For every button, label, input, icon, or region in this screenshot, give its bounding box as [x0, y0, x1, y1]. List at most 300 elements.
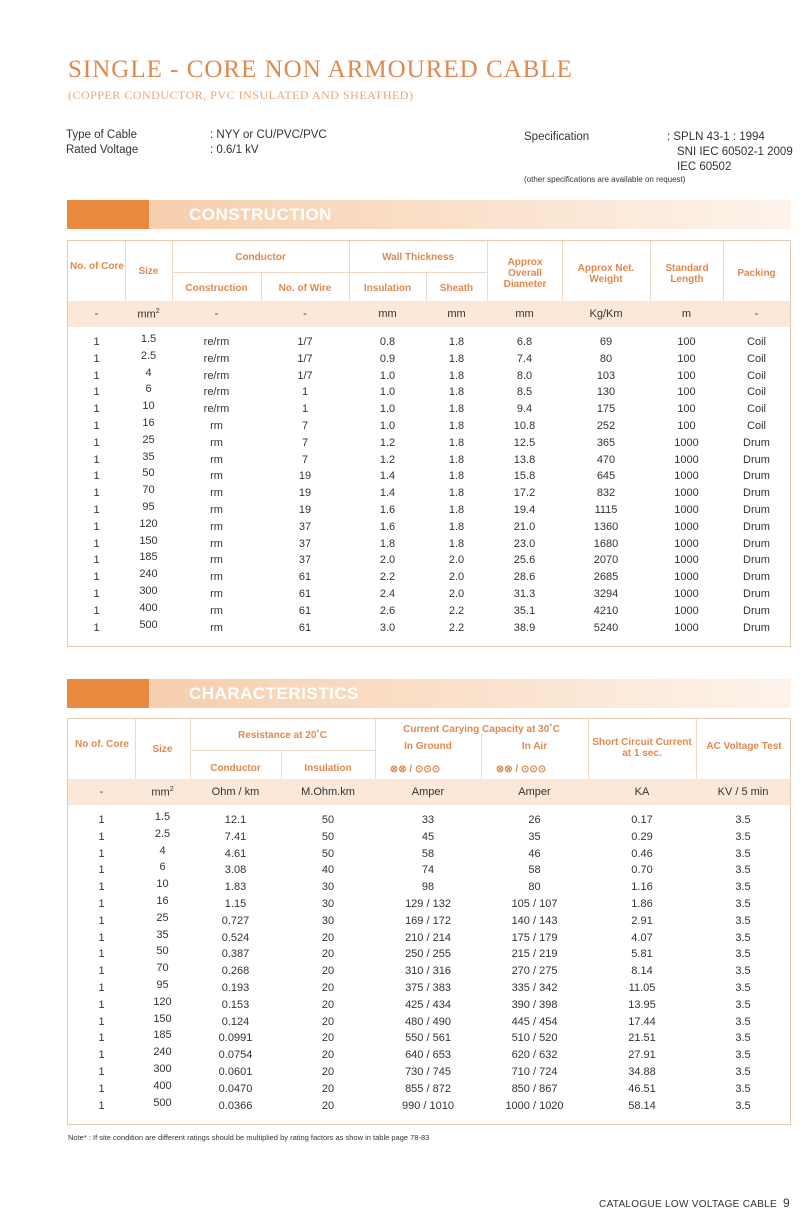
construction-cell: 365: [596, 436, 616, 449]
characteristics-cell: 1: [98, 965, 105, 978]
characteristics-cell: 1: [98, 931, 105, 944]
construction-cell: 5240: [593, 621, 619, 634]
construction-cell: 1000: [674, 604, 699, 617]
construction-cell: Coil: [747, 386, 766, 399]
construction-cell: 1.8: [379, 537, 396, 550]
construction-cell: Drum: [743, 520, 770, 533]
characteristics-cell: 17.44: [628, 1015, 656, 1028]
table-row: [68, 502, 790, 519]
header-ac-voltage: AC Voltage Test: [706, 741, 782, 752]
construction-unit-3: -: [303, 308, 307, 320]
construction-cell: 2.2: [448, 621, 465, 634]
characteristics-cell: 0.70: [631, 864, 653, 877]
characteristics-cell: 0.0366: [218, 1099, 253, 1112]
characteristics-cell: 3.5: [735, 1082, 751, 1095]
construction-cell: 35.1: [513, 604, 536, 617]
construction-cell: 19: [298, 487, 312, 500]
construction-cell: 1.6: [379, 520, 396, 533]
construction-cell: 69: [599, 336, 613, 348]
table-row: [68, 468, 790, 485]
footnote: Note* : If site condition are different ratings should be multiplied by rating factors as show in table page 78-83: [68, 1133, 430, 1142]
construction-cell: Coil: [747, 369, 766, 382]
characteristics-cell: 0.0470: [218, 1082, 253, 1095]
construction-cell: 1.0: [379, 403, 396, 416]
construction-cell: 1/7: [297, 369, 313, 382]
characteristics-cell: 390 / 398: [511, 998, 558, 1011]
characteristics-cell: 46: [528, 847, 541, 860]
construction-cell: 1000: [674, 436, 699, 449]
characteristics-cell: 20: [321, 1066, 335, 1078]
header-in-ground: In Ground: [404, 741, 452, 752]
construction-unit-1: $mm^2$: [137, 308, 160, 321]
construction-unit-9: -: [754, 308, 759, 320]
characteristics-cell: 1000 / 1020: [505, 1099, 564, 1112]
characteristics-cell: 98: [421, 881, 435, 894]
construction-cell: 1000: [674, 571, 699, 584]
characteristics-cell: 30: [321, 914, 335, 927]
characteristics-unit-0: -: [99, 786, 104, 798]
construction-cell: 1000: [674, 621, 699, 634]
characteristics-cell: 1: [98, 1049, 105, 1062]
characteristics-cell: 1: [98, 1015, 105, 1028]
construction-cell: 400: [139, 601, 158, 614]
construction-cell: 8.5: [516, 386, 533, 399]
table-row: [68, 552, 790, 569]
characteristics-cell: 95: [156, 979, 169, 991]
characteristics-cell: 46.51: [628, 1082, 656, 1095]
characteristics-cell: 20: [321, 948, 335, 961]
characteristics-cell: 1: [98, 1099, 105, 1112]
construction-cell: 10: [142, 400, 155, 413]
characteristics-cell: 3.5: [735, 814, 751, 826]
construction-cell: 1: [93, 554, 100, 567]
characteristics-cell: 1: [98, 982, 105, 994]
characteristics-cell: 3.5: [735, 847, 751, 860]
characteristics-cell: 3.5: [735, 1099, 751, 1112]
construction-cell: 1/7: [297, 336, 313, 348]
construction-cell: Drum: [743, 453, 770, 466]
construction-cell: 1.8: [448, 470, 465, 483]
construction-cell: 130: [596, 386, 616, 399]
construction-cell: 0.8: [379, 336, 396, 348]
construction-cell: 1: [301, 386, 309, 399]
characteristics-unit-3: M.Ohm.km: [301, 786, 355, 798]
construction-cell: Coil: [747, 420, 766, 432]
construction-cell: Coil: [747, 336, 766, 348]
construction-cell: 8.0: [516, 369, 533, 382]
construction-cell: 12.5: [513, 436, 536, 449]
characteristics-cell: 1: [98, 914, 105, 927]
characteristics-cell: 1: [98, 948, 105, 961]
characteristics-cell: 58: [528, 864, 541, 877]
construction-cell: 6.8: [516, 336, 533, 348]
characteristics-cell: 20: [321, 998, 335, 1011]
table-row: [68, 586, 790, 603]
header-no-wire: No. of Wire: [278, 283, 332, 294]
specification-note: (other specifications are available on request): [524, 175, 686, 184]
construction-cell: 1: [93, 436, 100, 449]
construction-unit-4: mm: [378, 308, 397, 320]
header-capacity: Current Carying Capacity at 30˚C: [403, 724, 560, 735]
construction-cell: Coil: [747, 403, 766, 416]
characteristics-cell: 1.16: [631, 881, 653, 894]
construction-cell: 13.8: [513, 453, 536, 466]
header-conductor: Conductor: [210, 763, 261, 774]
construction-cell: 15.8: [513, 470, 536, 483]
characteristics-cell: 270 / 275: [511, 965, 558, 978]
construction-cell: 470: [596, 453, 616, 466]
construction-cell: 645: [596, 470, 616, 483]
characteristics-cell: 20: [321, 965, 335, 978]
characteristics-cell: 20: [321, 1015, 335, 1028]
construction-cell: 61: [298, 621, 312, 634]
characteristics-cell: 33: [421, 814, 435, 826]
characteristics-cell: 3.5: [735, 948, 751, 961]
characteristics-cell: 175 / 179: [511, 931, 558, 944]
construction-cell: 103: [596, 369, 616, 382]
characteristics-cell: 3.08: [224, 864, 247, 877]
construction-cell: 70: [142, 484, 155, 497]
table-row: [68, 435, 790, 452]
characteristics-cell: 620 / 632: [511, 1049, 558, 1062]
characteristics-cell: 6: [159, 861, 166, 874]
construction-unit-2: -: [214, 308, 219, 320]
characteristics-cell: 0.727: [221, 914, 250, 927]
construction-cell: 1115: [594, 504, 618, 516]
construction-cell: 35: [142, 450, 155, 463]
characteristics-cell: 16: [156, 895, 169, 907]
characteristics-cell: 3.5: [735, 998, 751, 1011]
construction-cell: 1: [93, 571, 100, 584]
characteristics-cell: 480 / 490: [405, 1015, 451, 1028]
characteristics-cell: 3.5: [735, 1066, 751, 1078]
construction-cell: 1: [93, 336, 100, 348]
construction-cell: 2.4: [379, 588, 396, 600]
characteristics-cell: 400: [153, 1079, 172, 1092]
table-row: [68, 536, 790, 553]
construction-cell: Drum: [743, 588, 770, 600]
characteristics-cell: 2.91: [631, 914, 653, 927]
characteristics-band: [67, 679, 791, 708]
characteristics-cell: 8.14: [631, 965, 653, 978]
characteristics-cell: 7.41: [224, 830, 247, 843]
construction-cell: re/rm: [203, 336, 230, 348]
construction-cell: 19: [298, 470, 312, 483]
construction-cell: 2.2: [448, 604, 465, 617]
construction-cell: 100: [677, 403, 696, 416]
construction-cell: rm: [210, 470, 223, 483]
characteristics-cell: 250 / 255: [405, 948, 451, 961]
construction-cell: 37: [298, 554, 312, 567]
construction-cell: 1680: [593, 537, 619, 550]
band-accent: [67, 679, 149, 708]
band-accent: [67, 200, 149, 229]
characteristics-cell: 26: [528, 814, 541, 826]
construction-cell: 2070: [593, 554, 619, 567]
characteristics-cell: 30: [321, 881, 335, 894]
header-short-circuit: Short Circuit Current at 1 sec.: [592, 737, 692, 759]
construction-cell: 1.8: [448, 504, 465, 516]
construction-title: CONSTRUCTION: [189, 205, 332, 224]
construction-cell: 1.4: [379, 487, 396, 500]
characteristics-unit-2: Ohm / km: [211, 786, 260, 798]
table-row: [68, 418, 790, 435]
construction-cell: 150: [139, 534, 158, 547]
construction-cell: rm: [210, 520, 223, 533]
characteristics-cell: 169 / 172: [405, 914, 451, 927]
construction-cell: 1000: [674, 554, 699, 567]
characteristics-cell: 210 / 214: [405, 931, 451, 944]
characteristics-cell: 310 / 316: [405, 965, 451, 978]
construction-cell: 7.4: [516, 352, 533, 365]
construction-cell: 1.8: [448, 420, 465, 432]
construction-cell: 1000: [674, 520, 699, 533]
characteristics-cell: 1: [98, 1032, 105, 1045]
construction-cell: rm: [210, 554, 223, 567]
characteristics-cell: 20: [321, 1082, 335, 1095]
characteristics-cell: 4.07: [631, 931, 653, 944]
construction-cell: Drum: [743, 571, 770, 584]
characteristics-cell: 1: [98, 830, 105, 843]
construction-cell: 2.0: [379, 554, 396, 567]
construction-cell: 2685: [593, 571, 619, 584]
construction-cell: 1: [93, 420, 100, 432]
construction-cell: 21.0: [513, 520, 536, 533]
characteristics-cell: 50: [321, 830, 335, 843]
characteristics-cell: 4.61: [224, 847, 247, 860]
characteristics-cell: 215 / 219: [511, 948, 558, 961]
characteristics-unit-4: Amper: [411, 786, 445, 798]
construction-cell: 1: [93, 520, 100, 533]
construction-cell: 1: [301, 403, 309, 416]
construction-cell: 10.8: [513, 420, 536, 432]
construction-cell: rm: [210, 487, 223, 500]
characteristics-cell: 240: [153, 1046, 172, 1059]
characteristics-cell: 3.5: [735, 965, 751, 978]
characteristics-cell: 1.15: [224, 898, 247, 910]
voltage-label: Rated Voltage: [66, 144, 139, 156]
header-length: Standard Length: [665, 263, 709, 285]
table-row: [68, 401, 790, 418]
construction-cell: 6: [145, 383, 152, 396]
construction-cell: 120: [139, 517, 158, 530]
characteristics-cell: 80: [528, 881, 541, 894]
construction-cell: 7: [301, 420, 309, 432]
construction-cell: 1.8: [448, 487, 465, 500]
characteristics-cell: 2.5: [154, 827, 171, 840]
construction-cell: 25.6: [513, 554, 536, 567]
characteristics-cell: 10: [156, 878, 169, 891]
construction-cell: 1000: [674, 537, 699, 550]
characteristics-cell: 300: [153, 1063, 172, 1075]
page-subtitle: (COPPER CONDUCTOR, PVC INSULATED AND SHEATHED): [68, 88, 414, 102]
characteristics-cell: 510 / 520: [511, 1032, 558, 1045]
header-no-core: No. of Core: [70, 261, 124, 272]
construction-cell: 28.6: [513, 571, 536, 584]
construction-cell: 1.8: [448, 386, 465, 399]
construction-cell: 3294: [593, 588, 619, 600]
construction-cell: 0.9: [379, 352, 396, 365]
characteristics-cell: 50: [321, 814, 335, 826]
trefoil-flat-symbol-ground: ⊗⊗ / ⊙⊙⊙: [389, 764, 441, 775]
construction-cell: 1.8: [448, 436, 465, 449]
characteristics-cell: 1: [98, 898, 105, 910]
construction-cell: 2.2: [379, 571, 396, 584]
construction-cell: 25: [142, 433, 155, 446]
construction-cell: 1.2: [379, 436, 396, 449]
characteristics-cell: 335 / 342: [511, 982, 558, 994]
construction-cell: 1000: [674, 470, 699, 483]
characteristics-unit-1: $mm^2$: [151, 786, 174, 799]
construction-cell: 1360: [593, 520, 619, 533]
construction-cell: rm: [210, 604, 223, 617]
characteristics-cell: 1: [98, 1066, 105, 1078]
table-row: [68, 334, 790, 351]
construction-cell: re/rm: [203, 352, 230, 365]
characteristics-cell: 20: [321, 931, 335, 944]
characteristics-cell: 50: [321, 847, 335, 860]
construction-cell: Drum: [743, 554, 770, 567]
characteristics-cell: 0.387: [221, 948, 250, 961]
characteristics-cell: 1: [98, 1082, 105, 1095]
characteristics-cell: 990 / 1010: [402, 1099, 454, 1112]
characteristics-cell: 1: [98, 881, 105, 894]
construction-cell: 1000: [674, 588, 699, 600]
construction-cell: 37: [298, 537, 312, 550]
characteristics-cell: 1: [98, 998, 105, 1011]
construction-unit-5: mm: [447, 308, 466, 320]
table-row: [68, 519, 790, 536]
trefoil-flat-symbol-air: ⊗⊗ / ⊙⊙⊙: [495, 764, 547, 775]
table-row: [68, 603, 790, 620]
characteristics-cell: 58: [421, 847, 435, 860]
construction-cell: 100: [677, 369, 696, 382]
catalogue-label: CATALOGUE LOW VOLTAGE CABLE: [599, 1199, 778, 1210]
characteristics-cell: 20: [321, 982, 335, 994]
construction-cell: Drum: [743, 504, 770, 516]
table-row: [68, 368, 790, 385]
construction-cell: 1.8: [448, 369, 465, 382]
characteristics-cell: 0.17: [631, 814, 653, 826]
page-number: 9: [783, 1196, 790, 1210]
characteristics-cell: 35: [156, 928, 169, 941]
characteristics-cell: 20: [321, 1049, 335, 1062]
construction-cell: re/rm: [203, 403, 230, 416]
page-footer: [599, 1196, 790, 1210]
characteristics-cell: 0.524: [221, 931, 250, 944]
construction-cell: 1: [93, 386, 100, 399]
construction-cell: 4: [145, 366, 152, 379]
specification-value-2: SNI IEC 60502-1 2009: [677, 146, 793, 158]
header-wall-thickness: Wall Thickness: [382, 252, 454, 263]
construction-cell: 9.4: [516, 403, 533, 416]
construction-cell: 185: [139, 551, 158, 564]
header-packing: Packing: [737, 268, 776, 279]
page-title: SINGLE - CORE NON ARMOURED CABLE: [68, 56, 573, 83]
characteristics-cell: 21.51: [628, 1032, 656, 1045]
construction-cell: Drum: [743, 537, 770, 550]
construction-cell: re/rm: [203, 386, 230, 399]
characteristics-cell: 20: [321, 1099, 335, 1112]
construction-cell: 1.8: [448, 403, 465, 416]
construction-cell: 1: [93, 403, 100, 416]
header-no-core: No of. Core: [75, 739, 129, 750]
characteristics-cell: 30: [321, 898, 335, 910]
characteristics-cell: 140 / 143: [511, 914, 558, 927]
construction-cell: 1/7: [297, 352, 313, 365]
construction-cell: 500: [139, 618, 158, 631]
construction-cell: 2.6: [379, 604, 396, 617]
construction-cell: 2.5: [140, 349, 157, 362]
construction-cell: rm: [210, 537, 223, 550]
construction-cell: 1.4: [379, 470, 396, 483]
characteristics-cell: 550 / 561: [405, 1032, 451, 1045]
construction-cell: rm: [210, 436, 223, 449]
characteristics-cell: 1.83: [224, 881, 247, 894]
construction-cell: 1.8: [448, 520, 465, 533]
construction-cell: 80: [599, 352, 613, 365]
table-row: [68, 351, 790, 368]
construction-cell: 1: [93, 604, 100, 617]
header-insulation: Insulation: [363, 283, 412, 294]
characteristics-cell: 0.193: [221, 982, 250, 994]
characteristics-cell: 0.0754: [218, 1049, 253, 1062]
characteristics-cell: 13.95: [628, 998, 656, 1011]
type-value: : NYY or CU/PVC/PVC: [210, 129, 327, 141]
characteristics-cell: 0.0991: [218, 1032, 253, 1045]
characteristics-cell: 25: [156, 911, 169, 924]
characteristics-cell: 120: [153, 995, 172, 1008]
construction-cell: rm: [210, 588, 223, 600]
construction-cell: 1.8: [448, 336, 465, 348]
characteristics-cell: 105 / 107: [511, 898, 558, 910]
specification-value-1: : SPLN 43-1 : 1994: [667, 131, 765, 143]
table-row: [68, 1098, 790, 1115]
construction-cell: 17.2: [513, 487, 536, 500]
construction-band: [67, 200, 791, 229]
header-resistance: Resistance at 20˚C: [238, 730, 327, 741]
construction-cell: 100: [677, 420, 696, 432]
construction-cell: 1.2: [379, 453, 396, 466]
construction-cell: 16: [142, 417, 155, 429]
construction-cell: 300: [139, 585, 158, 597]
construction-cell: 1000: [674, 487, 699, 500]
characteristics-cell: 710 / 724: [511, 1066, 558, 1078]
characteristics-cell: 0.46: [631, 847, 653, 860]
characteristics-cell: 50: [156, 945, 169, 958]
construction-unit-6: mm: [515, 308, 534, 320]
characteristics-cell: 45: [421, 830, 435, 843]
header-size: Size: [138, 266, 159, 277]
specification-label: Specification: [524, 131, 590, 143]
characteristics-cell: 640 / 653: [405, 1049, 451, 1062]
table-row: [68, 569, 790, 586]
construction-cell: 31.3: [513, 588, 536, 600]
characteristics-cell: 1: [98, 864, 105, 877]
construction-cell: 7: [301, 436, 309, 449]
construction-cell: re/rm: [203, 369, 230, 382]
construction-cell: 2.0: [448, 554, 465, 567]
characteristics-cell: 1.86: [631, 898, 653, 910]
characteristics-cell: 3.5: [735, 830, 751, 843]
construction-cell: 95: [142, 501, 155, 513]
construction-cell: 38.9: [513, 621, 536, 634]
characteristics-cell: 185: [153, 1029, 172, 1042]
characteristics-cell: 11.05: [628, 982, 656, 994]
characteristics-cell: 20: [321, 1032, 335, 1045]
construction-cell: 1.0: [379, 420, 396, 432]
construction-cell: Drum: [743, 621, 770, 634]
